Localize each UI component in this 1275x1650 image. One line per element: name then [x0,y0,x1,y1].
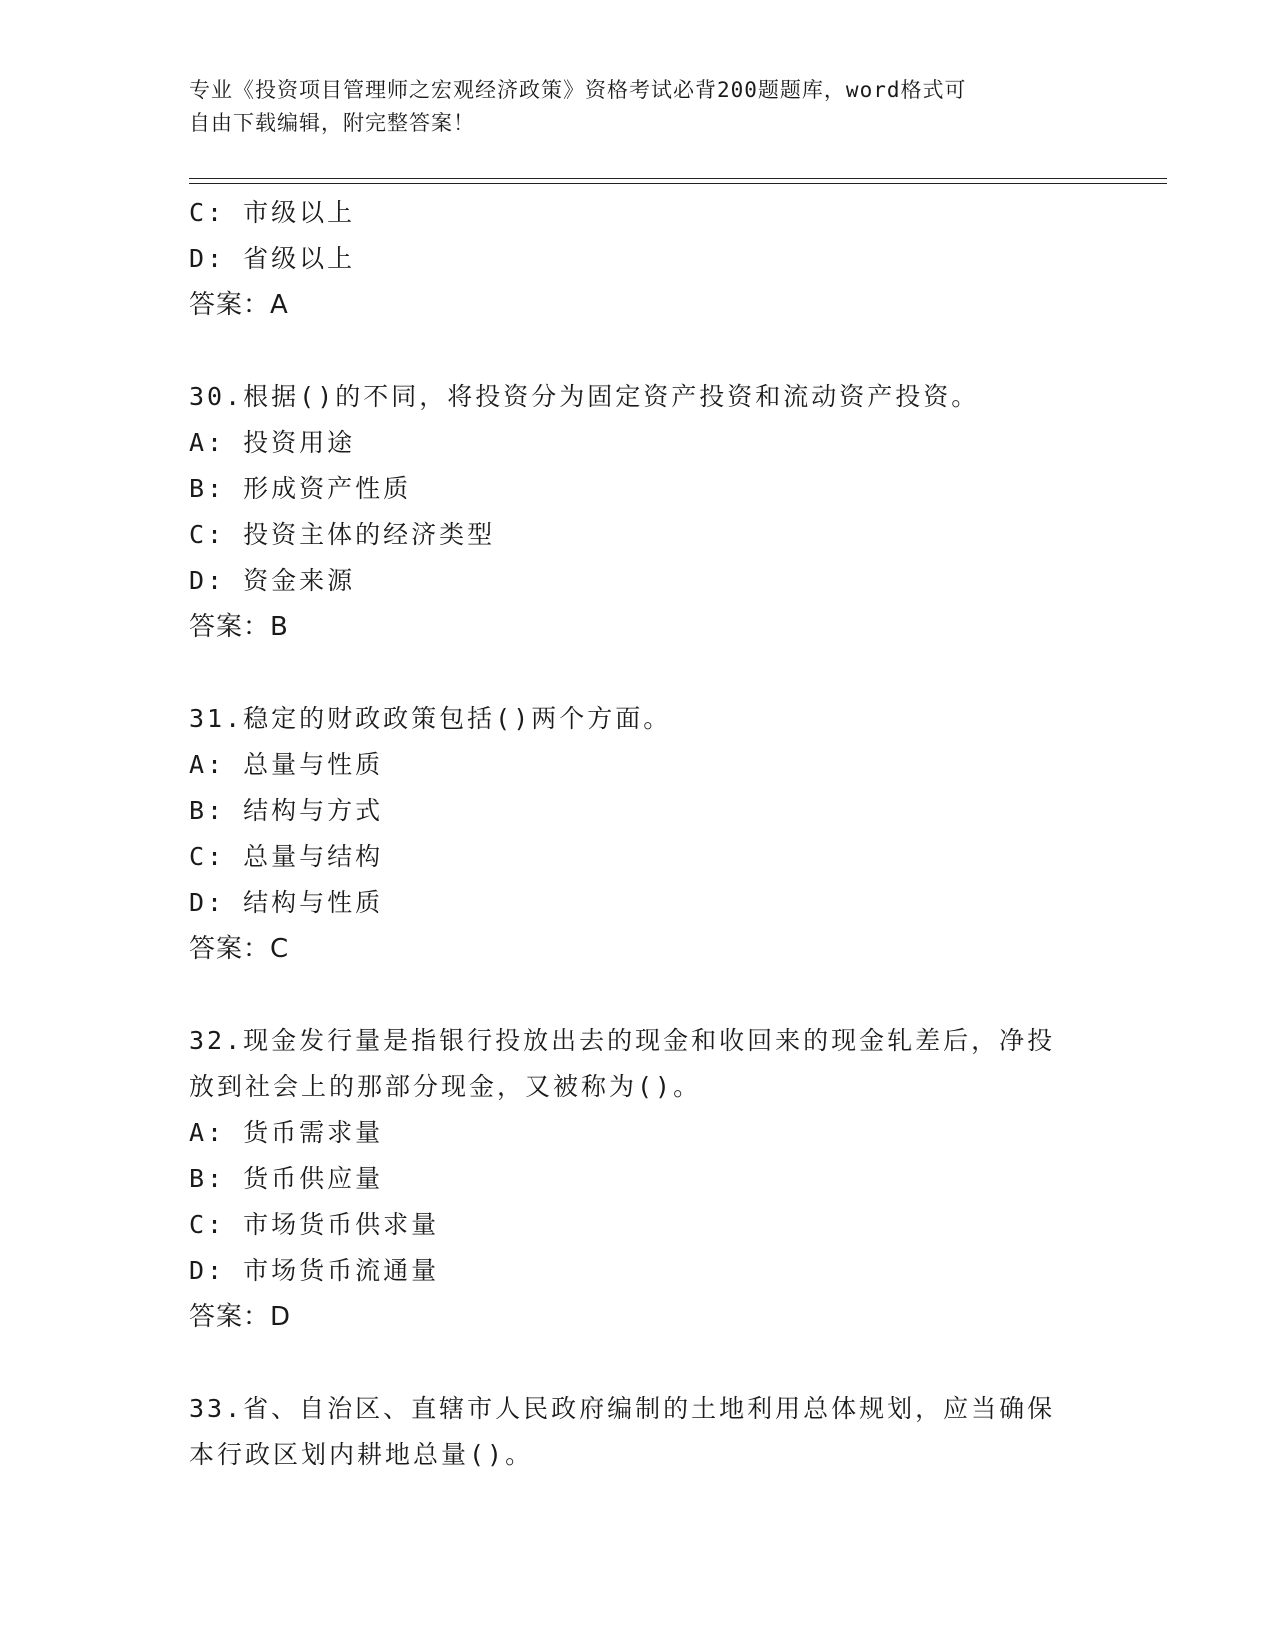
question-text: 31.稳定的财政政策包括()两个方面。 [189,704,672,733]
option-c: C: 投资主体的经济类型 [189,520,496,549]
header-rule-top [189,178,1167,179]
header-rule-bottom [189,183,1167,184]
option-a: A: 总量与性质 [189,750,384,779]
question-text-line-1: 33.省、自治区、直辖市人民政府编制的土地利用总体规划，应当确保 [189,1394,1056,1423]
option-b: B: 结构与方式 [189,796,384,825]
question-text-line-2: 本行政区划内耕地总量()。 [189,1440,534,1469]
option-c: C: 市场货币供求量 [189,1210,440,1239]
option-a: A: 投资用途 [189,428,356,457]
question-block-30 [189,374,1089,650]
option-d: D: 省级以上 [189,244,356,273]
question-text-line-2: 放到社会上的那部分现金，又被称为()。 [189,1072,702,1101]
question-block-32 [189,1018,1089,1340]
question-text-line-1: 32.现金发行量是指银行投放出去的现金和收回来的现金轧差后，净投 [189,1026,1056,1055]
option-d: D: 市场货币流通量 [189,1256,440,1285]
answer-label: 答案：B [189,612,289,642]
question-block-31 [189,696,1089,972]
option-d: D: 结构与性质 [189,888,384,917]
header-line-2: 自由下载编辑，附完整答案！ [189,111,475,135]
option-b: B: 形成资产性质 [189,474,412,503]
option-d: D: 资金来源 [189,566,356,595]
option-b: B: 货币供应量 [189,1164,384,1193]
answer-label: 答案：D [189,1302,292,1332]
header-line-1: 专业《投资项目管理师之宏观经济政策》资格考试必背200题题库，word格式可 [189,78,967,102]
question-text: 30.根据()的不同，将投资分为固定资产投资和流动资产投资。 [189,382,980,411]
answer-label: 答案：A [189,290,289,320]
question-block-29-partial [189,190,1089,328]
option-c: C: 总量与结构 [189,842,384,871]
option-a: A: 货币需求量 [189,1118,384,1147]
option-c: C: 市级以上 [189,198,356,227]
answer-label: 答案：C [189,934,290,964]
document-header [189,74,1079,140]
question-list [189,190,1089,1478]
question-block-33 [189,1386,1089,1478]
